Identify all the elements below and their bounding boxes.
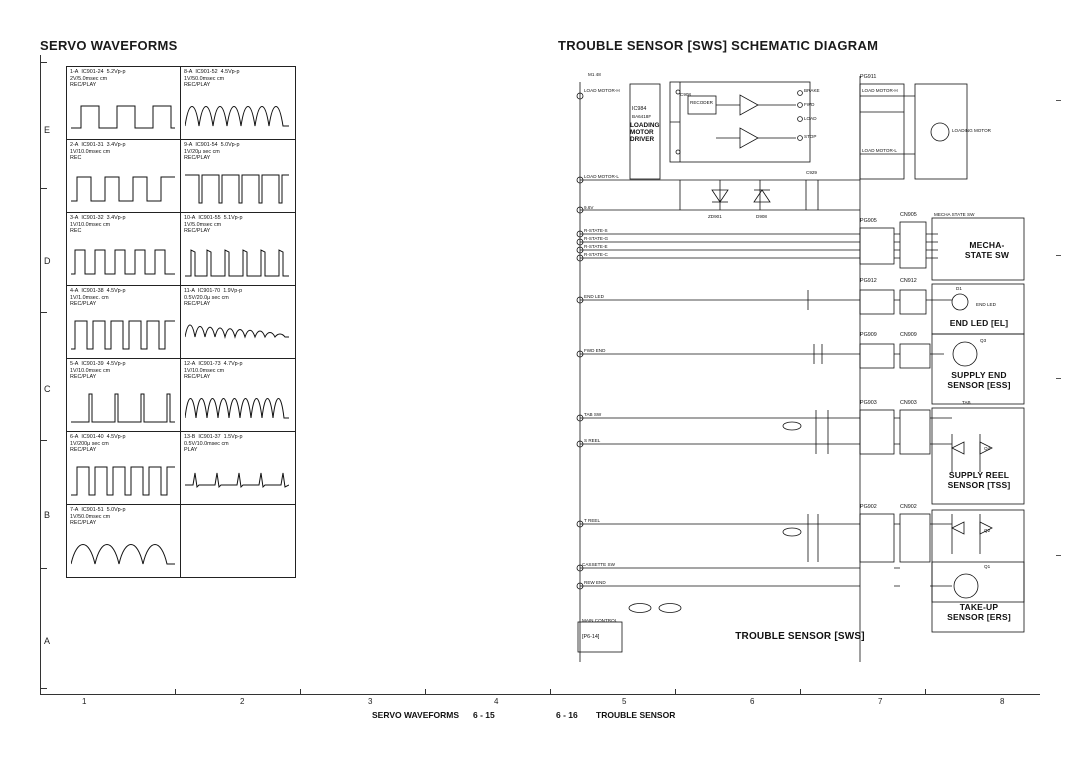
waveform-id: 3-A <box>70 215 79 221</box>
waveform-scale: 1V/10.0msec cm <box>70 148 111 155</box>
component-d908: D908 <box>756 214 767 219</box>
row-letter-D: D <box>44 256 51 266</box>
waveform-amp: 5.1Vp-p <box>223 215 243 221</box>
connector-cn909: CN909 <box>900 332 917 338</box>
brake-label: BRAKE <box>804 88 820 93</box>
connector-cn905: CN905 <box>900 212 917 218</box>
connector-pin-label: LOAD MOTOR-H <box>862 88 898 93</box>
waveform-ic: IC901-31 <box>81 142 104 148</box>
supply-end-sensor-label: SUPPLY END SENSOR [ESS] <box>947 370 1011 390</box>
stop-label: STOP <box>804 134 817 139</box>
col-number-4: 4 <box>494 697 499 706</box>
connector-cn902: CN902 <box>900 504 917 510</box>
signal-label-s-reel: S REEL <box>584 438 601 443</box>
signal-label-rstate-c: R-STATE-C <box>584 252 608 257</box>
waveform-cell-8A <box>181 67 295 139</box>
waveform-cell-1A <box>67 67 181 139</box>
waveform-scale: 1V/20μ sec cm <box>184 148 220 155</box>
connector-pg912: PG912 <box>860 278 877 284</box>
waveform-scale: 1V/10.0msec cm <box>70 221 111 228</box>
waveform-amp: 3.4Vp-p <box>106 215 126 221</box>
signal-label-rew-end: REW END <box>584 580 606 585</box>
waveform-ic: IC901-39 <box>81 361 104 367</box>
waveform-amp: 4.5Vp-p <box>106 434 126 440</box>
waveform-cell-10A <box>181 213 295 285</box>
waveform-mode: REC <box>70 155 82 162</box>
connector-cn903: CN903 <box>900 400 917 406</box>
load-label: LOAD <box>804 116 817 121</box>
waveform-amp: 4.7Vp-p <box>223 361 243 367</box>
component-q2: Q2 <box>984 528 991 533</box>
signal-label-t-reel: T REEL <box>584 518 600 523</box>
signal-label-m148: M1 48 <box>588 72 601 77</box>
col-tick <box>425 689 426 695</box>
col-number-1: 1 <box>82 697 87 706</box>
waveform-scale: 1V/10.0msec cm <box>184 367 225 374</box>
waveform-cell-5A <box>67 359 181 431</box>
waveform-mode: REC/PLAY <box>70 447 97 454</box>
waveform-ic: IC901-40 <box>81 434 104 440</box>
signal-label-fwd-end: FWD END <box>584 348 606 353</box>
waveform-scale: 0.5V/10.0msec cm <box>184 440 229 447</box>
col-number-5: 5 <box>622 697 627 706</box>
waveform-row <box>67 67 295 140</box>
waveform-ic: IC901-73 <box>198 361 221 367</box>
tab-label: TAB <box>962 400 971 405</box>
waveform-scale: 0.5V/20.0μ sec cm <box>184 294 229 301</box>
row-tick <box>40 440 47 441</box>
waveform-ic: IC901-32 <box>81 215 104 221</box>
loading-motor-label: LOADING MOTOR <box>952 128 991 133</box>
waveform-cell-4A <box>67 286 181 358</box>
waveform-mode: REC/PLAY <box>70 82 97 89</box>
supply-reel-sensor-label: SUPPLY REEL SENSOR [TSS] <box>947 470 1011 490</box>
connector-pg903: PG903 <box>860 400 877 406</box>
waveform-id: 12-A <box>184 361 196 367</box>
left-frame-rule <box>40 55 41 695</box>
waveform-row <box>67 432 295 505</box>
component-q3: Q3 <box>980 338 987 343</box>
waveform-id: 10-A <box>184 215 196 221</box>
waveform-cell-3A <box>67 213 181 285</box>
waveform-cell-12A <box>181 359 295 431</box>
waveform-id: 2-A <box>70 142 79 148</box>
waveform-cell-9A <box>181 140 295 212</box>
bottom-frame-rule <box>40 694 1040 695</box>
waveform-cell-11A <box>181 286 295 358</box>
waveform-mode: PLAY <box>184 447 198 454</box>
connector-pin-label: LOAD MOTOR-L <box>862 148 897 153</box>
row-letter-B: B <box>44 510 51 520</box>
waveform-ic: IC901-70 <box>198 288 221 294</box>
row-letter-C: C <box>44 384 51 394</box>
waveform-row <box>67 286 295 359</box>
col-tick <box>675 689 676 695</box>
waveform-ic: IC901-55 <box>198 215 221 221</box>
component-q4: Q4 <box>984 446 991 451</box>
connector-cn912: CN912 <box>900 278 917 284</box>
waveform-amp: 5.0Vp-p <box>106 507 126 513</box>
waveform-mode: REC/PLAY <box>184 82 211 89</box>
waveform-mode: REC/PLAY <box>184 374 211 381</box>
waveform-cell-2A <box>67 140 181 212</box>
end-led-note: END LED <box>976 302 996 307</box>
waveform-id: 1-A <box>70 69 79 75</box>
waveform-amp: 5.0Vp-p <box>220 142 240 148</box>
mecha-state-sw-label: MECHA- STATE SW <box>964 240 1010 260</box>
waveform-ic: IC901-37 <box>198 434 221 440</box>
waveform-ic: IC901-52 <box>195 69 218 75</box>
waveform-id: 13-B <box>184 434 196 440</box>
waveform-row <box>67 140 295 213</box>
col-number-2: 2 <box>240 697 245 706</box>
row-tick <box>40 568 47 569</box>
waveform-ic: IC901-38 <box>81 288 104 294</box>
waveform-row <box>67 359 295 432</box>
signal-label-end-led: END LED <box>584 294 604 299</box>
signal-label-load-motor-h: LOAD MOTOR-H <box>584 88 620 93</box>
col-tick <box>175 689 176 695</box>
footer-right-label: TROUBLE SENSOR <box>596 710 676 720</box>
waveform-ic: IC901-54 <box>195 142 218 148</box>
page-title-servo: SERVO WAVEFORMS <box>40 38 178 53</box>
waveform-row <box>67 213 295 286</box>
waveform-amp: 3.4Vp-p <box>106 142 126 148</box>
row-letter-A: A <box>44 636 51 646</box>
footer-left-page: 6 - 15 <box>473 710 495 720</box>
take-up-sensor-label: TAKE-UP SENSOR [ERS] <box>947 602 1011 622</box>
waveform-mode: REC/PLAY <box>70 520 97 527</box>
waveform-amp: 4.5Vp-p <box>220 69 240 75</box>
component-d1: D1 <box>956 286 962 291</box>
loading-motor-driver-label: LOADING MOTOR DRIVER <box>630 122 660 143</box>
page-title-sws: TROUBLE SENSOR [SWS] SCHEMATIC DIAGRAM <box>558 38 879 53</box>
row-tick <box>40 188 47 189</box>
signal-label-load-motor-l: LOAD MOTOR-L <box>584 174 619 179</box>
trouble-sensor-schematic <box>560 62 1030 682</box>
waveform-id: 5-A <box>70 361 79 367</box>
waveform-mode: REC/PLAY <box>184 155 211 162</box>
waveform-scale: 1V/200μ sec cm <box>70 440 109 447</box>
waveform-mode: REC/PLAY <box>184 301 211 308</box>
col-number-6: 6 <box>750 697 755 706</box>
waveform-id: 9-A <box>184 142 193 148</box>
col-tick <box>550 689 551 695</box>
col-tick <box>800 689 801 695</box>
waveform-scale: 1V/1.0msec. cm <box>70 294 109 301</box>
waveform-id: 4-A <box>70 288 79 294</box>
waveform-amp: 4.5Vp-p <box>106 288 126 294</box>
waveform-row <box>67 505 295 577</box>
ic-type-label: BA6418F <box>632 114 652 119</box>
waveform-scale: 1V/50.0msec cm <box>70 513 111 520</box>
signal-label-rstate-e: R-STATE-E <box>584 244 608 249</box>
edge-tick <box>1056 100 1061 101</box>
signal-label-96v: 9.6V <box>584 205 594 210</box>
waveform-cell-7A <box>67 505 181 577</box>
col-number-3: 3 <box>368 697 373 706</box>
waveform-mode: REC/PLAY <box>184 228 211 235</box>
main-control-label: MAIN CONTROL <box>582 618 618 623</box>
servo-waveform-table <box>66 66 296 578</box>
signal-label-tab-sw: TAB SW <box>584 412 602 417</box>
row-tick <box>40 688 47 689</box>
connector-pg902: PG902 <box>860 504 877 510</box>
ic-ref-label: IC984 <box>632 106 647 112</box>
waveform-amp: 5.2Vp-p <box>106 69 126 75</box>
col-tick <box>300 689 301 695</box>
waveform-cell-6A <box>67 432 181 504</box>
signal-label-rstate-s: R-STATE-S <box>584 228 608 233</box>
connector-pg909: PG909 <box>860 332 877 338</box>
waveform-scale: 1V/5.0msec cm <box>184 221 222 228</box>
waveform-ic: IC901-24 <box>81 69 104 75</box>
component-zd901: ZD901 <box>708 214 722 219</box>
edge-tick <box>1056 555 1061 556</box>
component-c929: C929 <box>806 170 817 175</box>
diagram-caption: TROUBLE SENSOR [SWS] <box>735 631 865 642</box>
col-number-7: 7 <box>878 697 883 706</box>
signal-label-cassette-sw: CASSETTE SW <box>582 562 615 567</box>
waveform-scale: 1V/10.0msec cm <box>70 367 111 374</box>
waveform-mode: REC <box>70 228 82 235</box>
component-q1: Q1 <box>984 564 991 569</box>
col-number-8: 8 <box>1000 697 1005 706</box>
connector-pg905: PG905 <box>860 218 877 224</box>
footer-right-page: 6 - 16 <box>556 710 578 720</box>
waveform-scale: 1V/50.0msec cm <box>184 75 225 82</box>
waveform-id: 11-A <box>184 288 195 294</box>
mecha-state-sw-note: MECHA STATE SW <box>934 212 975 217</box>
component-c908: C908 <box>680 92 691 97</box>
waveform-ic: IC901-51 <box>81 507 104 513</box>
waveform-mode: REC/PLAY <box>70 374 97 381</box>
recoder-label: RECODER <box>690 100 713 105</box>
footer-left-label: SERVO WAVEFORMS <box>372 710 460 720</box>
waveform-scale: 2V/5.0msec cm <box>70 75 108 82</box>
row-tick <box>40 312 47 313</box>
col-tick <box>925 689 926 695</box>
waveform-id: 6-A <box>70 434 79 440</box>
end-led-label: END LED [EL] <box>949 318 1009 328</box>
waveform-mode: REC/PLAY <box>70 301 97 308</box>
waveform-id: 7-A <box>70 507 79 513</box>
waveform-amp: 1.9Vp-p <box>223 288 243 294</box>
row-letter-E: E <box>44 125 51 135</box>
waveform-cell-13B <box>181 432 295 504</box>
waveform-id: 8-A <box>184 69 193 75</box>
row-tick <box>40 62 47 63</box>
waveform-amp: 1.5Vp-p <box>223 434 243 440</box>
connector-pg911: PG911 <box>860 74 877 80</box>
edge-tick <box>1056 255 1061 256</box>
edge-tick <box>1056 378 1061 379</box>
page-ref-label: [P6-14] <box>582 634 600 640</box>
waveform-cell-empty <box>181 505 295 577</box>
waveform-amp: 4.5Vp-p <box>106 361 126 367</box>
signal-label-rstate-g: R-STATE-G <box>584 236 609 241</box>
fwd-label: FWD <box>804 102 815 107</box>
